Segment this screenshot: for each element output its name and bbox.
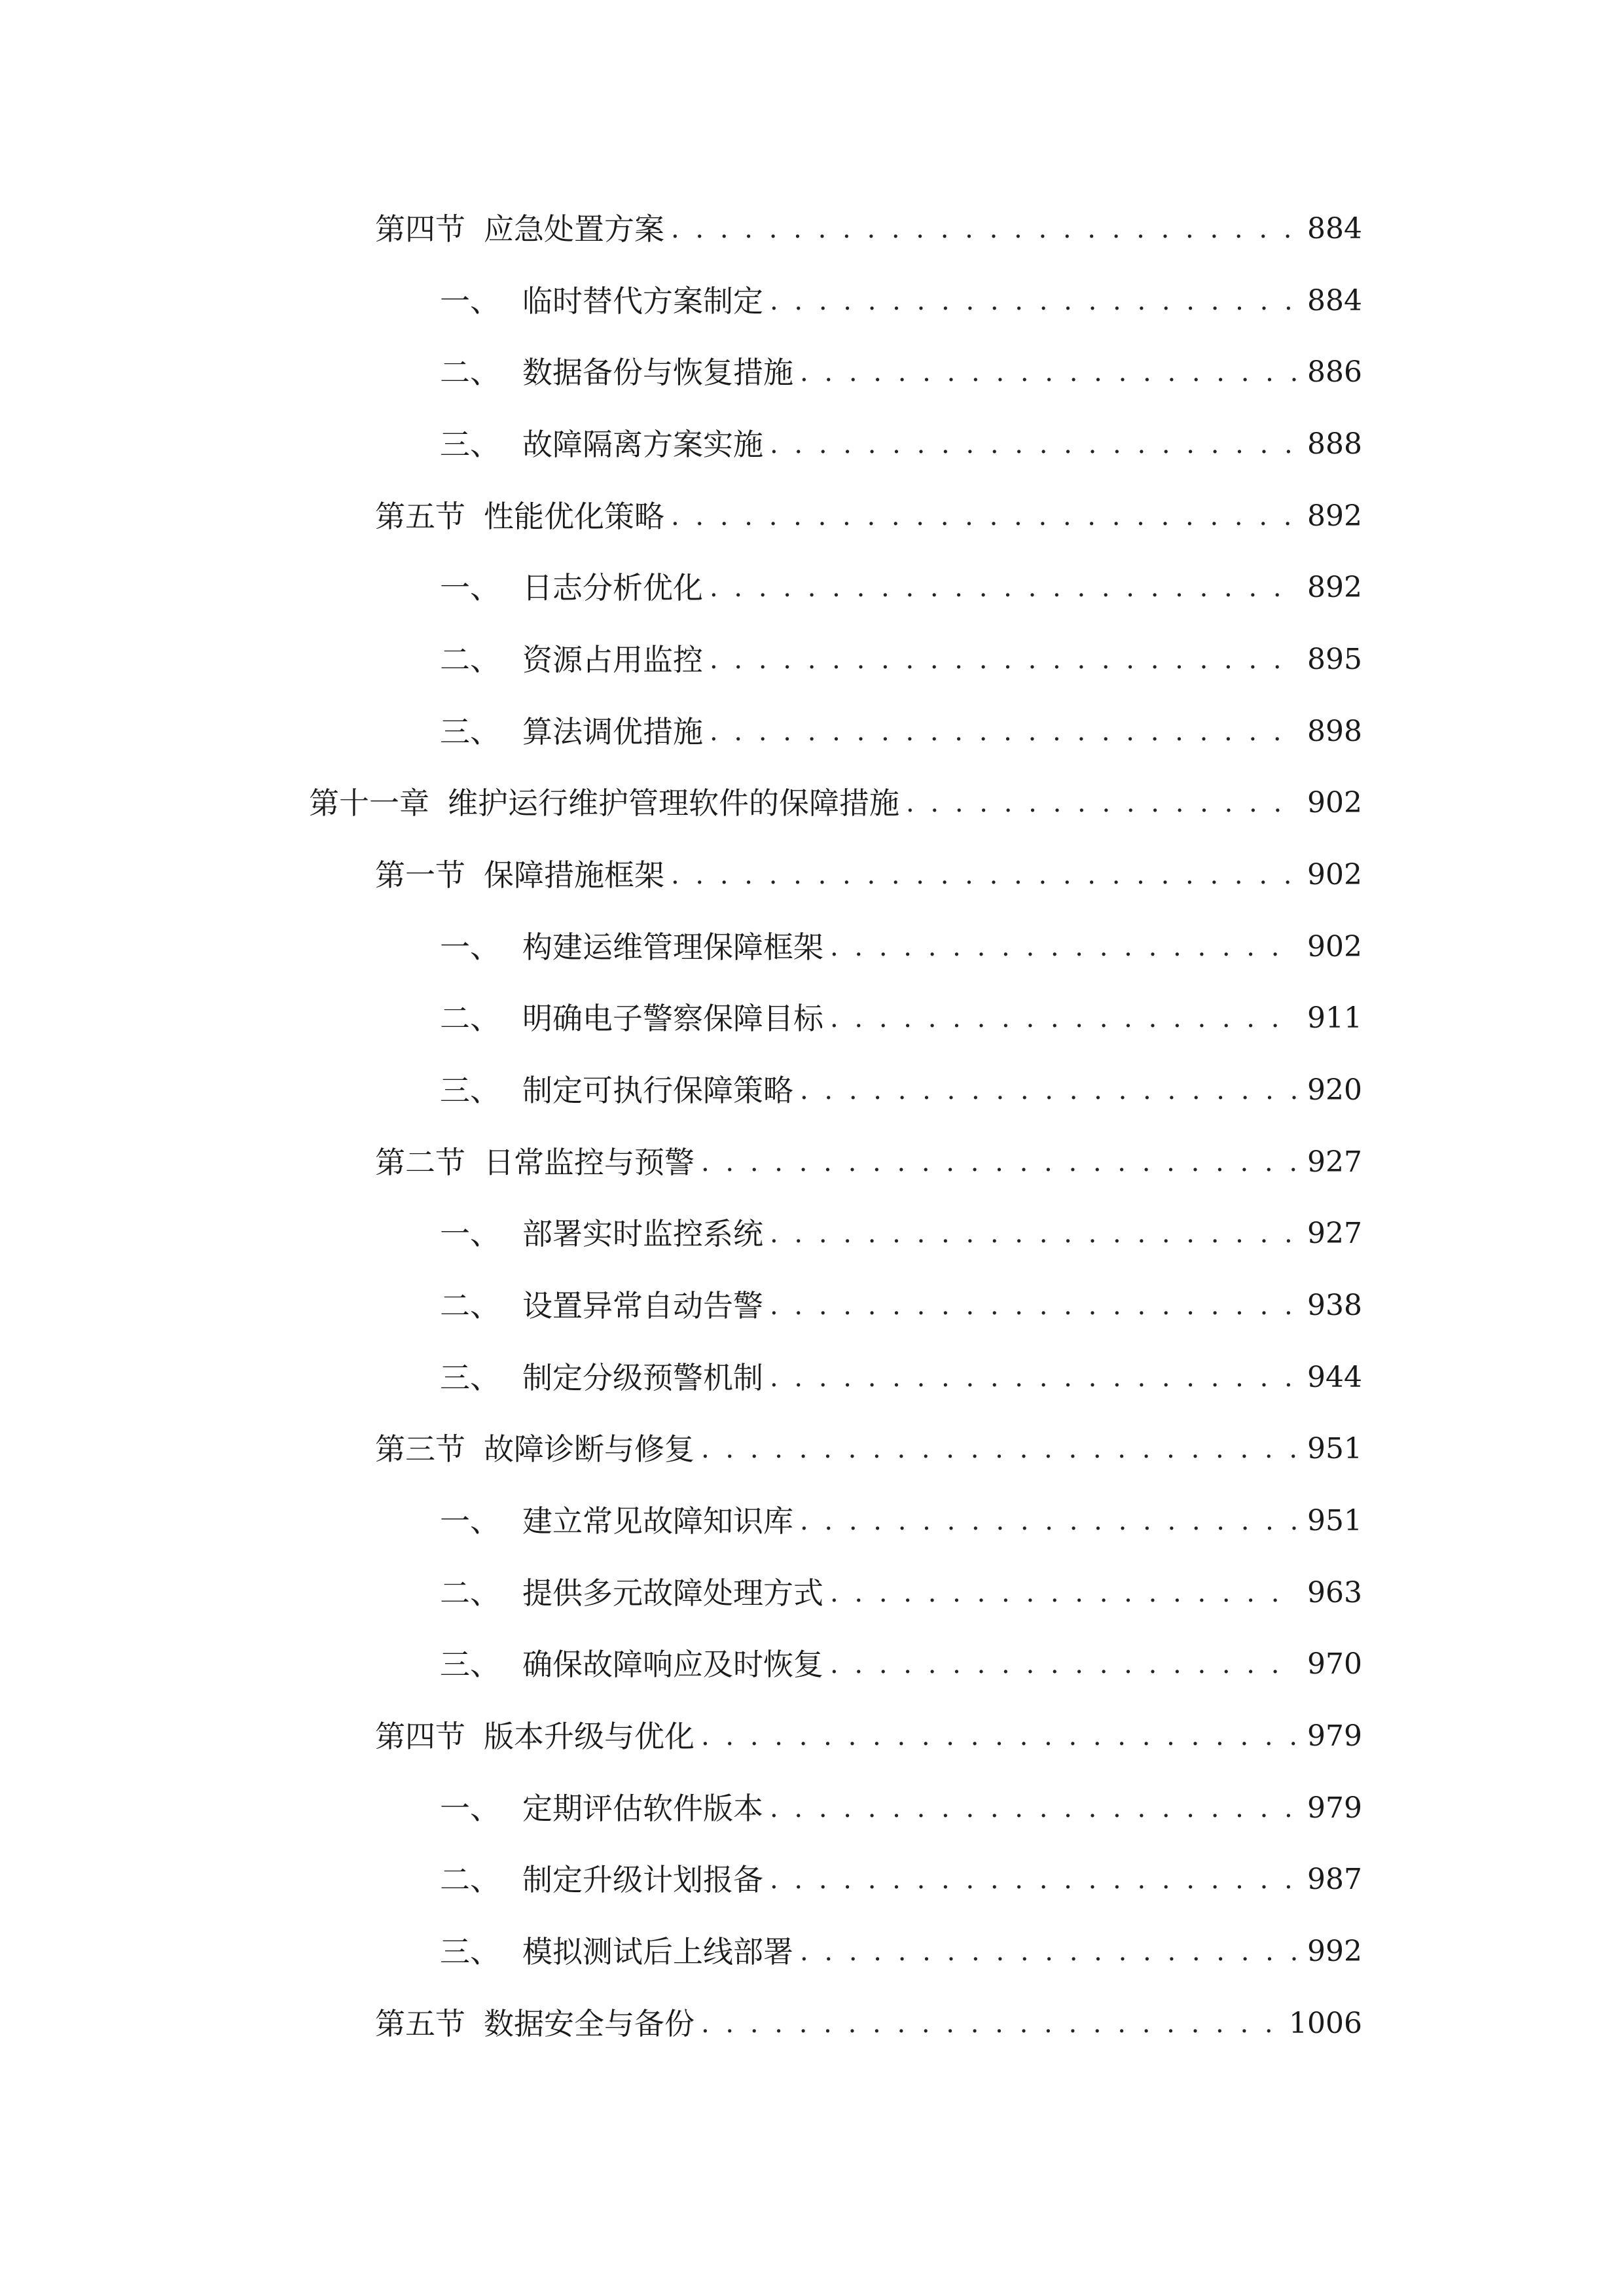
toc-entry[interactable] [440,1785,1362,1831]
dot-leader [770,278,1298,324]
toc-entry-page: 886 [1307,355,1362,389]
toc-entry-title: 明确电子警察保障目标 [522,1001,823,1036]
toc-entry[interactable] [440,1283,1362,1329]
dot-leader [671,852,1298,898]
toc-entry-prefix: 一、 [440,929,500,965]
toc-entry-page: 979 [1307,1719,1362,1753]
toc-entry-prefix: 三、 [440,714,500,749]
toc-entry-title: 日志分析优化 [522,570,703,605]
toc-entry-title: 日常监控与预警 [484,1145,695,1180]
toc-entry-prefix: 第二节 [375,1145,465,1180]
toc-entry-prefix: 第一节 [375,857,465,893]
toc-entry-page: 898 [1307,715,1362,748]
toc-entry[interactable] [440,1929,1362,1975]
toc-entry-prefix: 第三节 [375,1431,465,1467]
toc-entry[interactable] [440,1641,1362,1687]
toc-entry-prefix: 二、 [440,1575,500,1611]
toc-entry-prefix: 一、 [440,283,500,319]
toc-entry-title: 性能优化策略 [484,499,664,534]
toc-entry-title: 模拟测试后上线部署 [522,1934,793,1969]
toc-entry-page: 927 [1307,1217,1362,1250]
toc-entry-page: 979 [1307,1791,1362,1825]
toc-entry-prefix: 二、 [440,642,500,677]
dot-leader [770,1355,1298,1401]
toc-entry-title: 版本升级与优化 [484,1719,695,1754]
toc-entry[interactable] [440,709,1362,755]
toc-entry-title: 维护运行维护管理软件的保障措施 [448,785,899,821]
toc-entry-page: 927 [1307,1145,1362,1179]
toc-entry-prefix: 第四节 [375,1719,465,1754]
toc-entry-title: 制定分级预警机制 [522,1360,763,1395]
toc-entry[interactable] [440,1498,1362,1544]
toc-entry-prefix: 二、 [440,355,500,390]
toc-entry-page: 902 [1307,930,1362,963]
toc-entry-page: 902 [1307,786,1362,819]
toc-entry[interactable] [440,637,1362,683]
toc-entry-page: 911 [1307,1001,1362,1035]
toc-entry-title: 制定升级计划报备 [522,1862,763,1897]
toc-entry[interactable] [375,1139,1362,1185]
dot-leader [671,493,1298,539]
dot-leader [800,350,1298,395]
toc-entry-prefix: 三、 [440,1073,500,1108]
toc-entry-page: 938 [1307,1289,1362,1322]
dot-leader [830,1570,1298,1616]
toc-entry[interactable] [375,493,1362,539]
toc-entry-prefix: 三、 [440,1934,500,1969]
toc-entry-title: 定期评估软件版本 [522,1791,763,1826]
toc-entry-title: 故障隔离方案实施 [522,427,763,462]
toc-entry-page: 892 [1307,571,1362,604]
toc-entry-prefix: 二、 [440,1288,500,1323]
toc-entry-prefix: 一、 [440,570,500,605]
toc-entry[interactable] [440,278,1362,324]
toc-entry-prefix: 二、 [440,1001,500,1036]
toc-entry-title: 建立常见故障知识库 [522,1503,793,1539]
toc-entry[interactable] [440,1211,1362,1257]
dot-leader [800,1067,1298,1113]
toc-entry-title: 故障诊断与修复 [484,1431,695,1467]
dot-leader [710,637,1298,683]
toc-entry-page: 951 [1307,1504,1362,1537]
dot-leader [701,1139,1298,1185]
dot-leader [770,1857,1298,1903]
dot-leader [710,565,1298,611]
toc-entry-title: 应急处置方案 [484,211,664,247]
toc-entry-page: 902 [1307,858,1362,891]
toc-entry-chapter[interactable] [309,780,1362,826]
toc-entry-prefix: 二、 [440,1862,500,1897]
toc-entry-title: 制定可执行保障策略 [522,1073,793,1108]
toc-entry[interactable] [375,2001,1362,2047]
toc-entry-prefix: 三、 [440,427,500,462]
toc-entry-title: 算法调优措施 [522,714,703,749]
toc-entry-page: 920 [1307,1073,1362,1107]
toc-entry[interactable] [440,924,1362,970]
toc-entry-page: 895 [1307,643,1362,676]
toc-entry-title: 部署实时监控系统 [522,1216,763,1251]
toc-entry-page: 1006 [1289,2007,1362,2040]
dot-leader [830,1641,1298,1687]
dot-leader [701,1426,1298,1472]
dot-leader [701,1713,1298,1759]
toc-entry-prefix: 第四节 [375,211,465,247]
toc-entry-title: 数据安全与备份 [484,2006,695,2041]
toc-entry-title: 设置异常自动告警 [522,1288,763,1323]
toc-entry-page: 970 [1307,1647,1362,1681]
toc-entry-page: 987 [1307,1863,1362,1896]
toc-entry[interactable] [440,1857,1362,1903]
dot-leader [800,1498,1298,1544]
toc-entry[interactable] [375,1426,1362,1472]
toc-entry-title: 保障措施框架 [484,857,664,893]
toc-entry-title: 提供多元故障处理方式 [522,1575,823,1611]
toc-entry-page: 992 [1307,1935,1362,1968]
toc-entry-title: 资源占用监控 [522,642,703,677]
dot-leader [671,206,1298,252]
toc-entry-page: 944 [1307,1361,1362,1394]
toc-entry-prefix: 三、 [440,1360,500,1395]
dot-leader [830,924,1298,970]
toc-entry[interactable] [375,852,1362,898]
dot-leader [906,780,1298,826]
toc-entry[interactable] [440,422,1362,467]
toc-entry[interactable] [375,1713,1362,1759]
toc-entry-prefix: 第五节 [375,2006,465,2041]
toc-entry-title: 数据备份与恢复措施 [522,355,793,390]
toc-entry[interactable] [375,206,1362,252]
toc-entry-prefix: 一、 [440,1791,500,1826]
toc-entry[interactable] [440,996,1362,1041]
toc-entry-prefix: 一、 [440,1503,500,1539]
toc-entry-title: 确保故障响应及时恢复 [522,1647,823,1682]
toc-entry-page: 951 [1307,1432,1362,1465]
toc-entry[interactable] [440,350,1362,395]
toc-entry-page: 884 [1307,284,1362,317]
dot-leader [710,709,1298,755]
toc-entry-prefix: 第十一章 [309,785,429,821]
toc-entry-title: 构建运维管理保障框架 [522,929,823,965]
toc-entry-prefix: 三、 [440,1647,500,1682]
toc-entry[interactable] [440,1067,1362,1113]
dot-leader [701,2001,1280,2047]
toc-entry[interactable] [440,1355,1362,1401]
toc-entry-prefix: 一、 [440,1216,500,1251]
toc-entry-page: 963 [1307,1576,1362,1609]
dot-leader [830,996,1298,1041]
dot-leader [770,422,1298,467]
toc-entry-prefix: 第五节 [375,499,465,534]
dot-leader [770,1283,1298,1329]
toc-entry-page: 892 [1307,499,1362,533]
dot-leader [800,1929,1298,1975]
toc-entry[interactable] [440,565,1362,611]
toc-entry-page: 888 [1307,427,1362,461]
dot-leader [770,1211,1298,1257]
toc-entry-page: 884 [1307,212,1362,245]
toc-entry[interactable] [440,1570,1362,1616]
toc-entry-title: 临时替代方案制定 [522,283,763,319]
dot-leader [770,1785,1298,1831]
